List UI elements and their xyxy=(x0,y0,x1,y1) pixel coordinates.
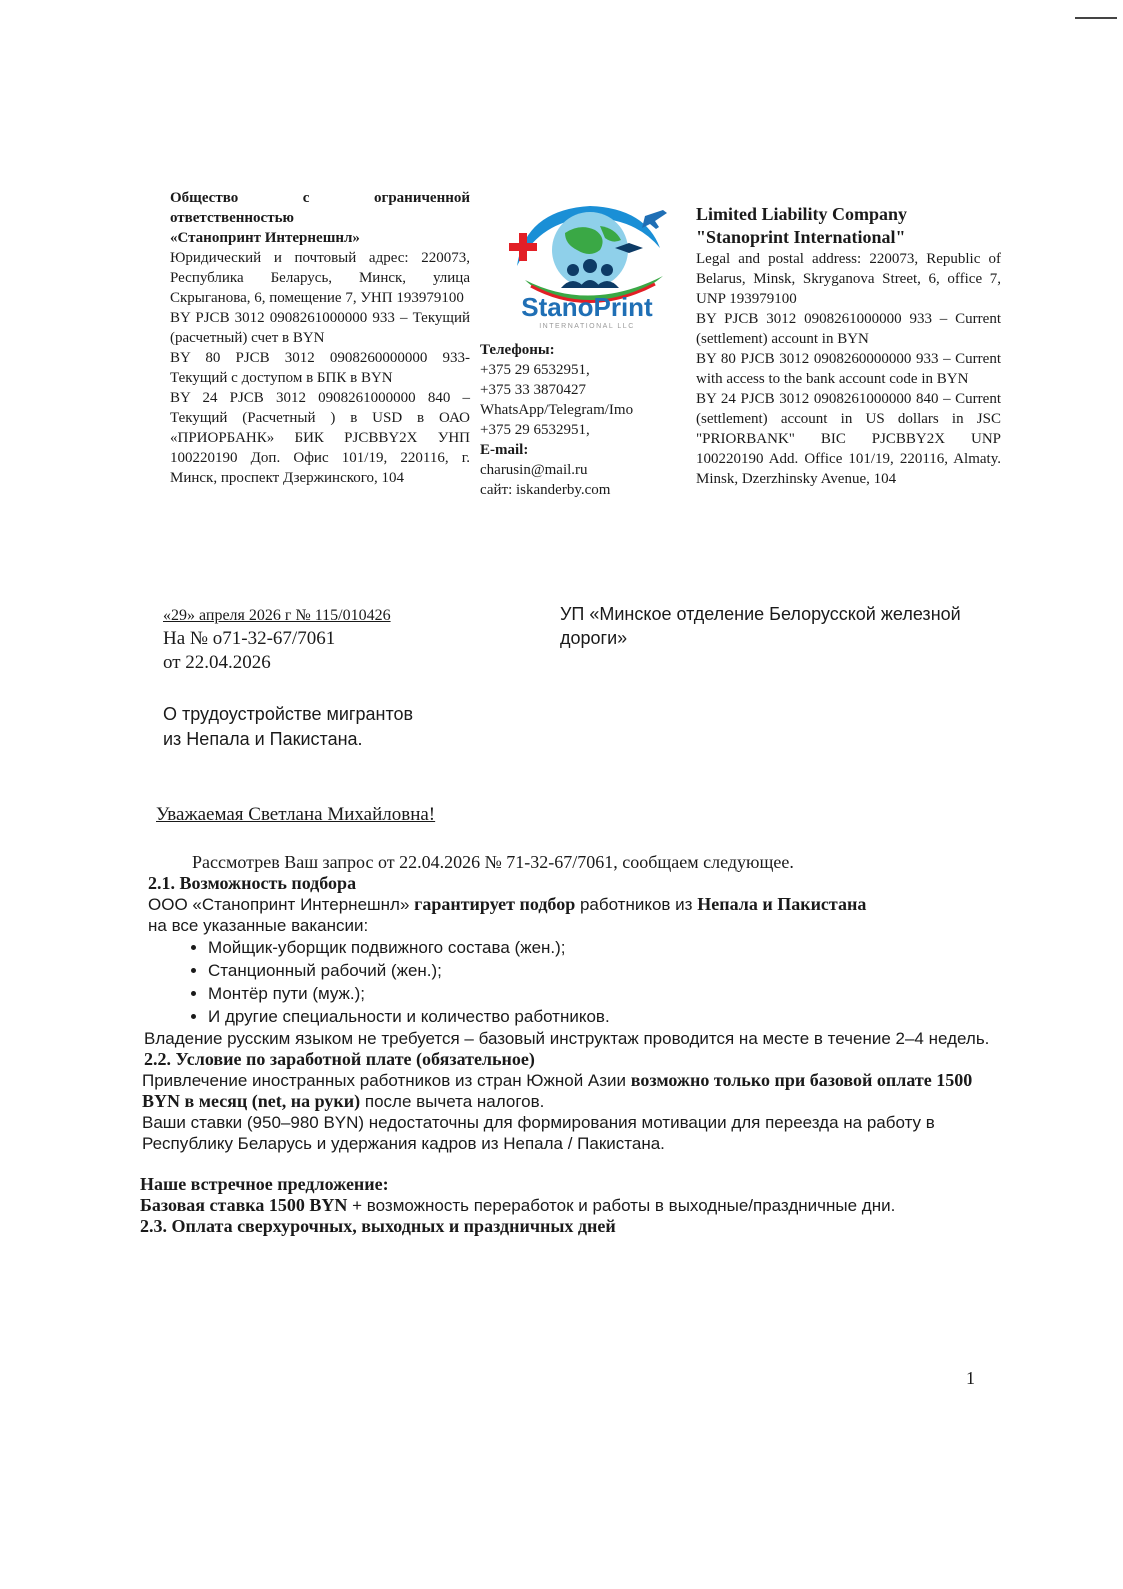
phone-2: +375 33 3870427 xyxy=(480,382,586,398)
company-logo xyxy=(495,188,680,338)
company-name-ru-line1: Общество с ограниченной xyxy=(170,190,471,206)
greeting: Уважаемая Светлана Михайловна! xyxy=(156,804,436,825)
letter-body xyxy=(140,852,990,1237)
company-name-en-line1: Limited Liability Company xyxy=(696,204,908,224)
section-2-2-paragraph: Привлечение иностранных работников из стран Южной Азии возможно только при базовой оплате 1500 BYN в месяц (net, на руки) после вычета налогов. xyxy=(142,1070,973,1111)
account-en-2: BY 80 PJCB 3012 0908260000000 933 – Current with access to the bank account code in BYN xyxy=(696,351,1001,387)
section-2-3-heading: 2.3. Оплата сверхурочных, выходных и праздничных дней xyxy=(140,1216,616,1236)
spacer xyxy=(140,1154,990,1174)
phone-3: +375 29 6532951, xyxy=(480,422,590,438)
section-2-1-paragraph-cont: на все указанные вакансии: xyxy=(148,916,369,935)
section-2-1-paragraph: ООО «Станопринт Интернешнл» гарантирует подбор работников из Непала и Пакистана xyxy=(148,894,867,914)
letter-subject: О трудоустройстве мигрантов из Непала и Пакистана. xyxy=(163,704,414,749)
account-ru-1: BY PJCB 3012 0908261000000 933 – Текущий (расчетный) счет в BYN xyxy=(170,310,470,346)
company-name-ru-line3: «Станопринт Интернешнл» xyxy=(170,230,360,246)
requisites-en xyxy=(696,203,1001,489)
company-name-ru-line2: ответственностью xyxy=(170,210,294,226)
reply-to-number: На № о71-32-67/7061 xyxy=(163,628,336,649)
page-number: 1 xyxy=(966,1368,975,1388)
intro-paragraph: Рассмотрев Ваш запрос от 22.04.2026 № 71-32-67/7061, сообщаем следующее. xyxy=(192,852,794,872)
email-label: E-mail: xyxy=(480,442,529,458)
address-ru: Юридический и почтовый адрес: 220073, Республика Беларусь, Минск, улица Скрыганова, 6, помещение 7, УНП 193979100 xyxy=(170,250,470,306)
website: сайт: iskanderby.com xyxy=(480,482,611,498)
phones-label: Телефоны: xyxy=(480,342,555,358)
email: charusin@mail.ru xyxy=(480,462,588,478)
messengers: WhatsApp/Telegram/Imo xyxy=(480,402,634,418)
outgoing-number: «29» апреля 2026 г № 115/010426 xyxy=(163,607,391,624)
vacancy-list xyxy=(140,936,990,1028)
language-note: Владение русским языком не требуется – базовый инструктаж проводится на месте в течение 2–4 недель. xyxy=(144,1029,990,1048)
account-ru-2: BY 80 PJCB 3012 0908260000000 933- Текущий с доступом в БПК в BYN xyxy=(170,350,470,386)
logo-graphic xyxy=(495,188,680,338)
logo-brand: StanoPrint xyxy=(521,292,653,322)
reply-to-date: от 22.04.2026 xyxy=(163,652,271,673)
list-item: • Мойщик-уборщик подвижного состава (жен.); xyxy=(208,936,990,959)
logo-subtitle: INTERNATIONAL LLC xyxy=(539,323,635,330)
list-item: • И другие специальности и количество работников. xyxy=(208,1005,990,1028)
scan-mark xyxy=(1075,17,1117,19)
address-en: Legal and postal address: 220073, Republic of Belarus, Minsk, Skryganova Street, 6, office 7, UNP 193979100 xyxy=(696,251,1001,307)
section-2-1-heading: 2.1. Возможность подбора xyxy=(148,873,357,893)
counter-offer-heading: Наше встречное предложение: xyxy=(140,1174,389,1194)
counter-offer-text: Базовая ставка 1500 BYN + возможность переработок и работы в выходные/праздничные дни. xyxy=(140,1195,896,1215)
contacts-block xyxy=(480,340,680,500)
account-ru-3: BY 24 PJCB 3012 0908261000000 840 – Текущий (Расчетный ) в USD в ОАО «ПРИОРБАНК» БИК PJCBBY2X УНП 100220190 Доп. Офис 101/19, 220116, г. Минск, проспект Дзержинского, 104 xyxy=(170,390,470,486)
section-2-2-rates-note: Ваши ставки (950–980 BYN) недостаточны для формирования мотивации для переезда на работу в Республику Беларусь и удержания кадров из Непала / Пакистана. xyxy=(142,1113,935,1153)
list-item: • Станционный рабочий (жен.); xyxy=(208,959,990,982)
section-2-2-heading: 2.2. Условие по заработной плате (обязательное) xyxy=(144,1049,535,1069)
account-en-1: BY PJCB 3012 0908261000000 933 – Current (settlement) account in BYN xyxy=(696,311,1001,347)
list-item: • Монтёр пути (муж.); xyxy=(208,982,990,1005)
requisites-ru xyxy=(170,188,470,488)
phone-1: +375 29 6532951, xyxy=(480,362,590,378)
account-en-3: BY 24 PJCB 3012 0908261000000 840 – Current (settlement) account in US dollars in JSC "PRIORBANK" BIC PJCBBY2X UNP 100220190 Add. Office 101/19, 220116, Almaty. Minsk, Dzerzhinsky Avenue, 104 xyxy=(696,391,1001,487)
company-name-en-line2: "Stanoprint International" xyxy=(696,227,906,247)
addressee: УП «Минское отделение Белорусской железной дороги» xyxy=(560,604,961,648)
